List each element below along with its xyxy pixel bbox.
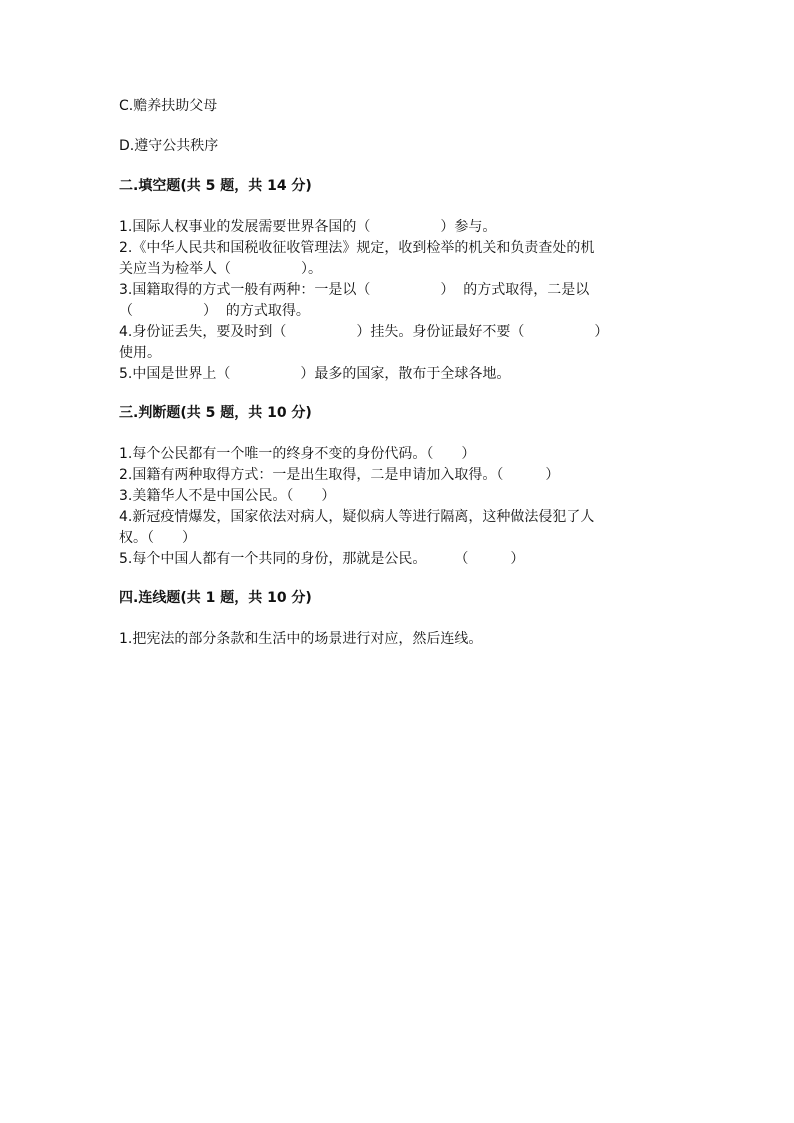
- question-line: （ ） 的方式取得。: [119, 303, 310, 319]
- option-d: D.遵守公共秩序: [119, 138, 219, 154]
- question-line: 5.每个中国人都有一个共同的身份，那就是公民。 （ ）: [119, 551, 525, 567]
- section-matching: [119, 588, 679, 650]
- section-title: 三.判断题(共 5 题，共 10 分): [119, 405, 312, 421]
- question-line: 权。（ ）: [119, 530, 196, 546]
- section-true-false: [119, 403, 679, 570]
- question-line: 2.《中华人民共和国税收征收管理法》规定，收到检举的机关和负责查处的机: [119, 240, 595, 256]
- question-line: 关应当为检举人（ ）。: [119, 261, 322, 277]
- question-line: 3.国籍取得的方式一般有两种：一是以（ ） 的方式取得，二是以: [119, 282, 590, 298]
- question-line: 2.国籍有两种取得方式：一是出生取得，二是申请加入取得。（ ）: [119, 467, 560, 483]
- section-title: 四.连线题(共 1 题，共 10 分): [119, 590, 312, 606]
- section-title: 二.填空题(共 5 题，共 14 分): [119, 178, 312, 194]
- question-line: 1.每个公民都有一个唯一的终身不变的身份代码。（ ）: [119, 446, 476, 462]
- document-page: [119, 96, 679, 668]
- question-line: 1.把宪法的部分条款和生活中的场景进行对应，然后连线。: [119, 631, 483, 647]
- question-line: 4.身份证丢失，要及时到（ ）挂失。身份证最好不要（ ）: [119, 324, 609, 340]
- question-line: 5.中国是世界上（ ）最多的国家，散布于全球各地。: [119, 366, 511, 382]
- option-c: C.赡养扶助父母: [119, 98, 218, 114]
- question-line: 3.美籍华人不是中国公民。（ ）: [119, 488, 336, 504]
- section-fill-blank: [119, 176, 679, 385]
- question-line: 使用。: [119, 345, 161, 361]
- question-line: 4.新冠疫情爆发，国家依法对病人，疑似病人等进行隔离，这种做法侵犯了人: [119, 509, 595, 525]
- question-line: 1.国际人权事业的发展需要世界各国的（ ）参与。: [119, 219, 497, 235]
